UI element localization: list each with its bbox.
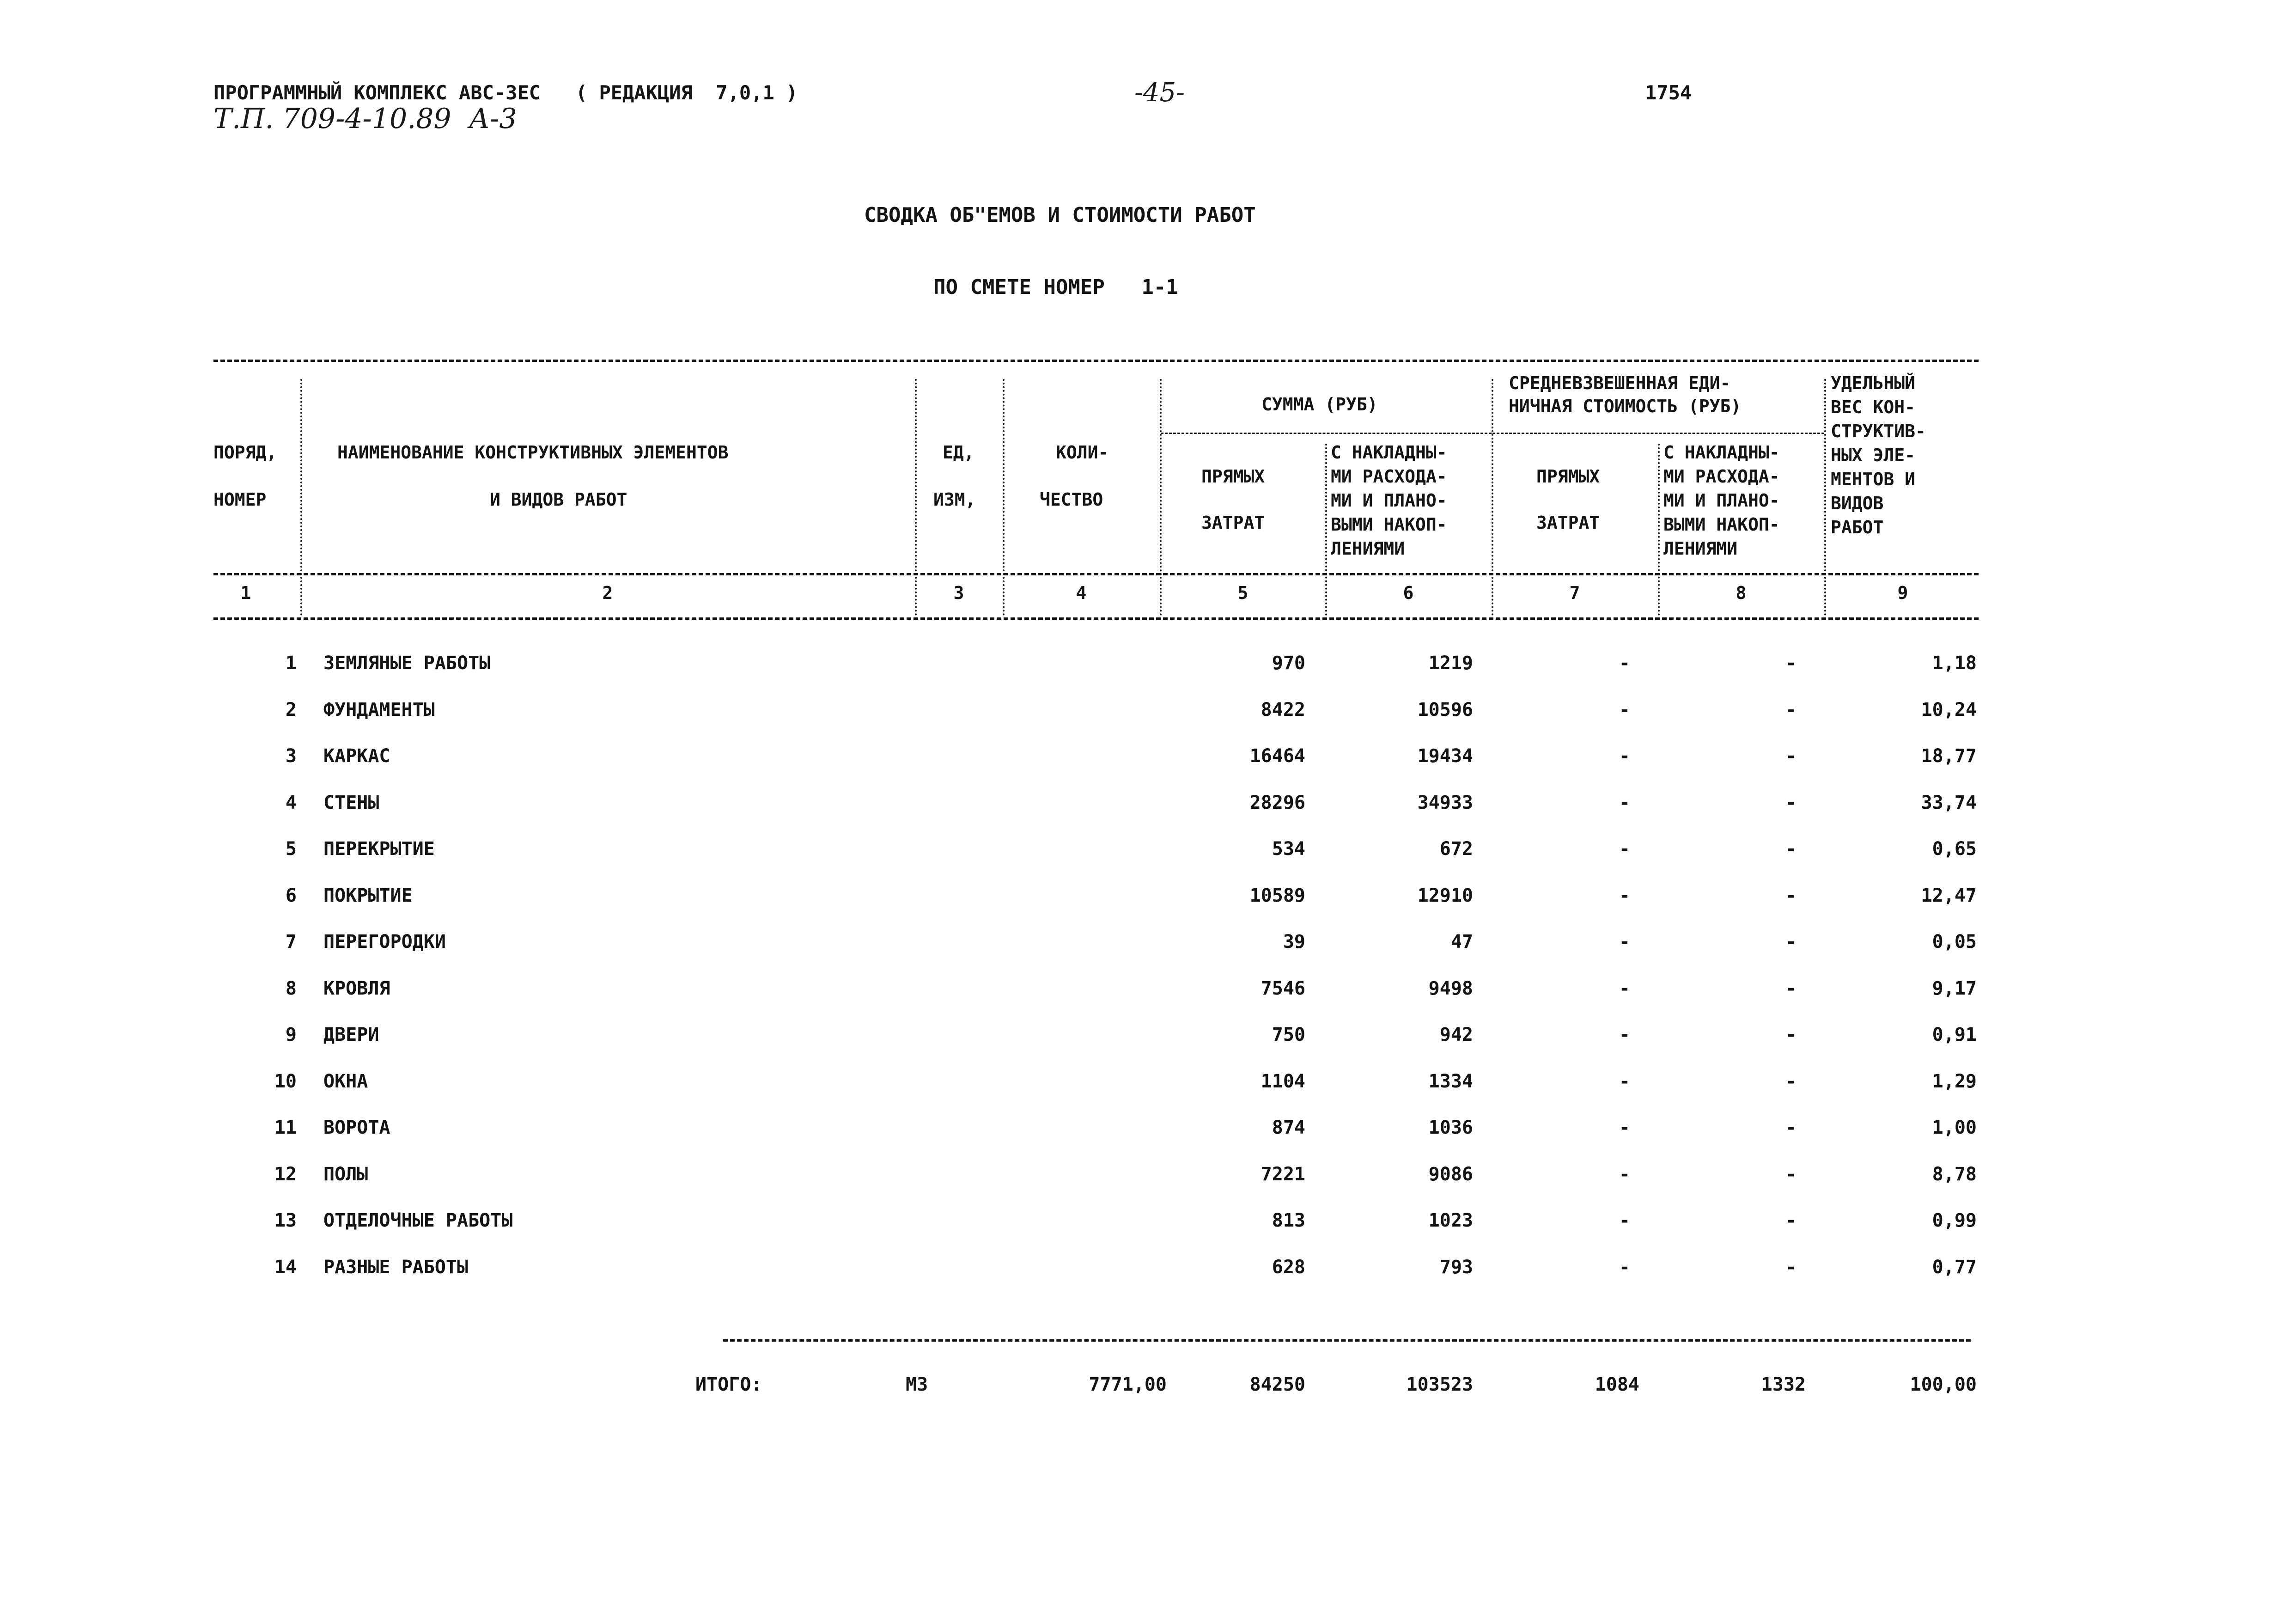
row-avg-overhead: - [1785,792,1797,813]
row-name: ФУНДАМЕНТЫ [323,699,435,720]
colnum-4: 4 [1076,583,1087,603]
row-share: 18,77 [1921,745,1977,767]
row-name: ПОКРЫТИЕ [323,885,413,906]
col8-header-line3: МИ И ПЛАНО- [1663,490,1780,511]
sum-group-header: СУММА (РУБ) [1261,394,1378,415]
row-avg-direct: - [1619,653,1630,674]
row-direct: 750 [1272,1024,1305,1045]
col8-header-line1: С НАКЛАДНЫ- [1663,442,1780,463]
total-avg-direct: 1084 [1595,1374,1639,1395]
col9-header-line3: СТРУКТИВ- [1831,421,1926,441]
row-number: 8 [285,978,297,999]
row-share: 0,91 [1932,1024,1977,1045]
row-name: КРОВЛЯ [323,978,390,999]
row-direct: 16464 [1249,745,1305,767]
row-name: ПЕРЕКРЫТИЕ [323,838,435,860]
row-number: 4 [285,792,297,813]
colnum-9: 9 [1897,583,1908,603]
row-name: ВОРОТА [323,1117,390,1138]
row-avg-direct: - [1619,1257,1630,1278]
row-share: 33,74 [1921,792,1977,813]
row-avg-direct: - [1619,792,1630,813]
row-avg-direct: - [1619,1210,1630,1231]
row-overhead: 1036 [1428,1117,1473,1138]
total-share: 100,00 [1910,1374,1977,1395]
row-share: 0,77 [1932,1257,1977,1278]
row-number: 3 [285,745,297,767]
colnum-8: 8 [1736,583,1747,603]
row-overhead: 672 [1439,838,1473,860]
row-direct: 534 [1272,838,1305,860]
sum-group-rule [1161,433,1492,434]
col-sep-5 [1325,444,1327,616]
col1-header-line1: ПОРЯД, [213,442,277,463]
col6-header-line3: МИ И ПЛАНО- [1331,490,1447,511]
row-overhead: 942 [1439,1024,1473,1045]
header-bottom-rule [213,573,1979,575]
col9-header-line5: МЕНТОВ И [1831,469,1916,489]
row-direct: 8422 [1261,699,1305,720]
col-sep-8 [1824,379,1826,616]
row-number: 11 [274,1117,297,1138]
estimate-number: ПО СМЕТЕ НОМЕР 1-1 [933,275,1178,299]
col2-header-line2: И ВИДОВ РАБОТ [490,489,627,510]
row-name: ЗЕМЛЯНЫЕ РАБОТЫ [323,653,491,674]
row-avg-overhead: - [1785,699,1797,720]
row-avg-overhead: - [1785,978,1797,999]
row-share: 9,17 [1932,978,1977,999]
colnum-1: 1 [240,583,251,603]
col9-header-line4: НЫХ ЭЛЕ- [1831,445,1916,465]
row-avg-overhead: - [1785,885,1797,906]
col6-header-line1: С НАКЛАДНЫ- [1331,442,1447,463]
row-overhead: 12910 [1417,885,1473,906]
col-sep-6 [1492,379,1493,616]
row-number: 5 [285,838,297,860]
row-share: 0,05 [1932,931,1977,952]
row-avg-direct: - [1619,978,1630,999]
row-share: 8,78 [1932,1164,1977,1185]
document-code: 1754 [1645,81,1692,104]
colnum-6: 6 [1403,583,1414,603]
row-direct: 10589 [1249,885,1305,906]
col5-header-line2: ЗАТРАТ [1201,513,1265,533]
col-sep-1 [300,379,302,616]
avg-group-rule [1492,433,1824,434]
row-direct: 970 [1272,653,1305,674]
total-rule [723,1339,1971,1342]
row-direct: 39 [1283,931,1305,952]
col8-header-line4: ВЫМИ НАКОП- [1663,514,1780,535]
row-avg-overhead: - [1785,653,1797,674]
col6-header-line4: ВЫМИ НАКОП- [1331,514,1447,535]
row-name: РАЗНЫЕ РАБОТЫ [323,1257,469,1278]
row-number: 7 [285,931,297,952]
row-avg-direct: - [1619,885,1630,906]
row-share: 1,00 [1932,1117,1977,1138]
row-direct: 28296 [1249,792,1305,813]
col9-header-line7: РАБОТ [1831,517,1884,537]
col9-header-line1: УДЕЛЬНЫЙ [1831,373,1916,393]
total-overhead: 103523 [1406,1374,1473,1395]
row-direct: 7221 [1261,1164,1305,1185]
total-label: ИТОГО: [695,1374,762,1395]
col1-header-line2: НОМЕР [213,489,267,510]
row-share: 0,99 [1932,1210,1977,1231]
row-overhead: 10596 [1417,699,1473,720]
row-share: 10,24 [1921,699,1977,720]
row-name: ПОЛЫ [323,1164,368,1185]
row-avg-overhead: - [1785,838,1797,860]
row-share: 1,18 [1932,653,1977,674]
col5-header-line1: ПРЯМЫХ [1201,466,1265,487]
col2-header-line1: НАИМЕНОВАНИЕ КОНСТРУКТИВНЫХ ЭЛЕМЕНТОВ [337,442,729,463]
avg-group-header-line2: НИЧНАЯ СТОИМОСТЬ (РУБ) [1509,396,1742,416]
col-sep-4 [1160,379,1162,616]
row-avg-overhead: - [1785,1210,1797,1231]
row-direct: 1104 [1261,1071,1305,1092]
row-overhead: 9498 [1428,978,1473,999]
row-avg-direct: - [1619,1164,1630,1185]
row-avg-direct: - [1619,1117,1630,1138]
colnum-3: 3 [953,583,964,603]
table-top-rule [213,360,1979,362]
row-overhead: 1334 [1428,1071,1473,1092]
row-avg-direct: - [1619,838,1630,860]
row-number: 10 [274,1071,297,1092]
row-overhead: 9086 [1428,1164,1473,1185]
row-avg-direct: - [1619,1071,1630,1092]
total-avg-overhead: 1332 [1761,1374,1806,1395]
row-overhead: 34933 [1417,792,1473,813]
row-avg-overhead: - [1785,1164,1797,1185]
row-number: 12 [274,1164,297,1185]
colnum-bottom-rule [213,617,1979,620]
row-share: 1,29 [1932,1071,1977,1092]
col6-header-line2: МИ РАСХОДА- [1331,466,1447,487]
row-overhead: 47 [1450,931,1473,952]
page-number: -45- [1134,78,1185,108]
colnum-2: 2 [602,583,613,603]
row-name: ДВЕРИ [323,1024,379,1045]
col-sep-7 [1658,444,1660,616]
row-direct: 7546 [1261,978,1305,999]
row-avg-overhead: - [1785,931,1797,952]
row-name: ОКНА [323,1071,368,1092]
row-name: СТЕНЫ [323,792,379,813]
col-sep-2 [915,379,917,616]
row-direct: 813 [1272,1210,1305,1231]
row-avg-overhead: - [1785,745,1797,767]
col9-header-line2: ВЕС КОН- [1831,397,1916,417]
row-avg-direct: - [1619,699,1630,720]
total-quantity: 7771,00 [1089,1374,1167,1395]
row-name: ПЕРЕГОРОДКИ [323,931,446,952]
row-overhead: 793 [1439,1257,1473,1278]
col-sep-3 [1003,379,1005,616]
total-unit: М3 [906,1374,928,1395]
row-overhead: 1023 [1428,1210,1473,1231]
col7-header-line2: ЗАТРАТ [1536,513,1600,533]
col3-header-line2: ИЗМ, [933,489,976,510]
col7-header-line1: ПРЯМЫХ [1536,466,1600,487]
row-name: ОТДЕЛОЧНЫЕ РАБОТЫ [323,1210,513,1231]
row-avg-overhead: - [1785,1117,1797,1138]
col6-header-line5: ЛЕНИЯМИ [1331,538,1405,559]
col9-header-line6: ВИДОВ [1831,493,1884,513]
program-header: ПРОГРАММНЫЙ КОМПЛЕКС АВС-3ЕС ( РЕДАКЦИЯ 7,0,1 ) [213,81,798,104]
row-overhead: 19434 [1417,745,1473,767]
colnum-7: 7 [1569,583,1580,603]
row-number: 13 [274,1210,297,1231]
row-avg-overhead: - [1785,1257,1797,1278]
row-direct: 874 [1272,1117,1305,1138]
handwritten-reference: Т.П. 709-4-10.89 А-3 [213,103,517,135]
row-number: 1 [285,653,297,674]
col4-header-line1: КОЛИ- [1056,442,1109,463]
col8-header-line5: ЛЕНИЯМИ [1663,538,1738,559]
row-avg-direct: - [1619,931,1630,952]
col8-header-line2: МИ РАСХОДА- [1663,466,1780,487]
row-number: 6 [285,885,297,906]
row-avg-direct: - [1619,1024,1630,1045]
row-avg-overhead: - [1785,1024,1797,1045]
col3-header-line1: ЕД, [943,442,974,463]
row-share: 0,65 [1932,838,1977,860]
row-number: 9 [285,1024,297,1045]
col4-header-line2: ЧЕСТВО [1040,489,1103,510]
row-overhead: 1219 [1428,653,1473,674]
row-number: 14 [274,1257,297,1278]
total-direct: 84250 [1249,1374,1305,1395]
row-direct: 628 [1272,1257,1305,1278]
colnum-5: 5 [1237,583,1248,603]
row-avg-overhead: - [1785,1071,1797,1092]
row-share: 12,47 [1921,885,1977,906]
document-title: СВОДКА ОБ"ЕМОВ И СТОИМОСТИ РАБОТ [864,203,1256,227]
row-number: 2 [285,699,297,720]
row-avg-direct: - [1619,745,1630,767]
avg-group-header-line1: СРЕДНЕВЗВЕШЕННАЯ ЕДИ- [1509,373,1731,393]
row-name: КАРКАС [323,745,390,767]
